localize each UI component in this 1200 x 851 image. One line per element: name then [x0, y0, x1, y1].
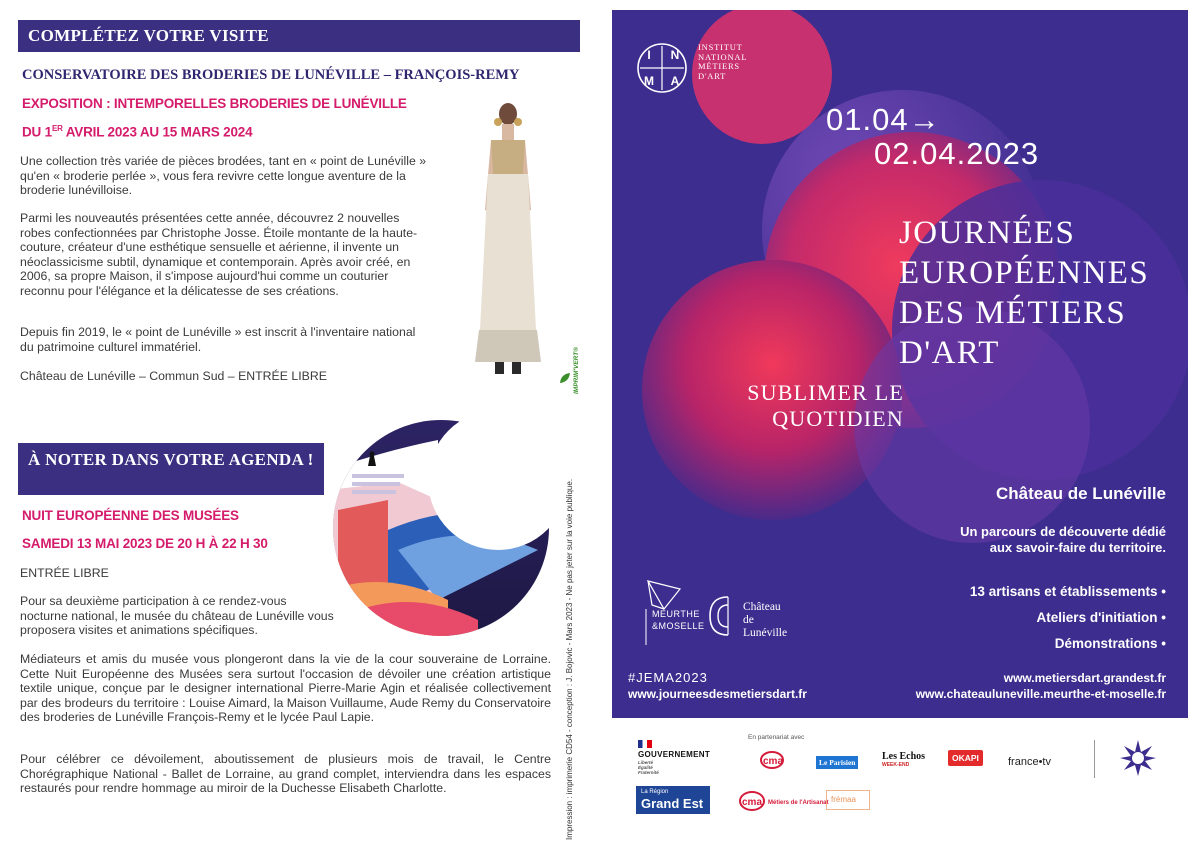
- imprim-vert-label: IMPRIM'VERT®: [573, 346, 580, 394]
- paragraph-event-ballet: Pour célébrer ce dévoilement, aboutissement de plusieurs mois de travail, le Centre Chorégraphique National - Ballet de Lorraine, au grand complet, interviendra dans les espaces restaurés pour rendre hommage au miroir de la Duchesse Elisabeth Charlotte.: [20, 752, 551, 796]
- event-heading: NUIT EUROPÉENNE DES MUSÉES: [22, 508, 239, 523]
- institute-name: INSTITUT NATIONAL MÉTIERS D'ART: [698, 42, 748, 81]
- venue-name: Château de Lunéville: [995, 484, 1166, 503]
- location-line: Château de Lunéville – Commun Sud – ENTRÉE LIBRE: [20, 369, 327, 383]
- website-links: [916, 670, 1166, 702]
- paragraph-unesco: Depuis fin 2019, le « point de Lunéville » est inscrit à l'inventaire national du patrimoine culturel immatériel.: [20, 325, 416, 354]
- france-tv-logo: france•tv: [1008, 756, 1051, 768]
- date-start: 01.04→: [826, 102, 941, 137]
- event-date: SAMEDI 13 MAI 2023 DE 20 H À 22 H 30: [22, 536, 268, 551]
- partner-logos: [612, 720, 1188, 845]
- night-illustration: [328, 410, 554, 636]
- print-credit: Impression : imprimerie CD54 - conception : J. Bojovic - Mars 2023 - Ne pas jeter sur la voie publique.: [565, 478, 574, 840]
- logo-letter: N: [670, 48, 680, 62]
- gouvernement-logo: GOUVERNEMENT Liberté Égalité Fraternité: [638, 740, 718, 780]
- svg-text:cma: cma: [742, 797, 763, 808]
- program-item: Démonstrations •: [1054, 636, 1166, 651]
- exhibition-dates: DU 1ER AVRIL 2023 AU 15 MARS 2024: [22, 124, 253, 140]
- exhibition-heading: EXPOSITION : INTEMPORELLES BRODERIES DE LUNÉVILLE: [22, 96, 407, 111]
- website-link-chateau[interactable]: www.chateauluneville.meurthe-et-moselle.fr: [915, 687, 1166, 701]
- poster-tagline: SUBLIMER LE QUOTIDIEN: [747, 380, 904, 431]
- star-emblem-logo: [1120, 740, 1156, 776]
- program-item: 13 artisans et établissements •: [969, 584, 1166, 599]
- event-entry: ENTRÉE LIBRE: [20, 566, 109, 580]
- paragraph-event-detail: Médiateurs et amis du musée vous plongeront dans la vie de la cour souveraine de Lorraine. Cette Nuit Européenne des Musées sera surtout l'occasion de dévoiler une création artistique textile unique, conçue par le designer international Pierre-Marie Agin et réalisée collectivement par des brodeurs du territoire : Louise Aimard, la Maison Vuillaume, Aude Remy du Conservatoire des broderies de Lunéville François-Remy et le lycée Paul Lapie.: [20, 652, 551, 725]
- cma-metiers-artisanat-logo: [738, 788, 834, 814]
- poster-title: JOURNÉES EUROPÉENNES DES MÉTIERS D'ART: [899, 215, 1150, 371]
- section-title-visit: COMPLÉTEZ VOTRE VISITE: [18, 20, 580, 52]
- french-flag-icon: [638, 740, 652, 748]
- logo-letter: A: [670, 74, 680, 88]
- section-title-agenda: À NOTER DANS VOTRE AGENDA !: [18, 443, 324, 495]
- le-parisien-logo: Le Parisien: [816, 756, 858, 769]
- paragraph-event-intro: Pour sa deuxième participation à ce rendez-vous nocturne national, le musée du château de Lunéville vous proposera visites et animations spécifiques.: [20, 594, 334, 638]
- venue-subtitle: Un parcours de découverte dédié aux savoir-faire du territoire.: [960, 524, 1166, 555]
- cma-logo: [760, 748, 798, 772]
- svg-text:Métiers de l'Artisanat: Métiers de l'Artisanat: [768, 800, 829, 806]
- program-list: [970, 584, 1166, 662]
- partner-separator: [1094, 740, 1095, 778]
- date-end: 02.04.2023: [874, 136, 1040, 171]
- institution-heading: CONSERVATOIRE DES BRODERIES DE LUNÉVILLE – FRANÇOIS-REMY: [22, 67, 520, 83]
- fremaa-logo: frémaa: [826, 790, 870, 810]
- les-echos-logo: Les Echos WEEK-END: [882, 751, 926, 768]
- inma-logo-letters: [636, 42, 688, 94]
- meurthe-moselle-text: MEURTHE &MOSELLE: [652, 609, 705, 631]
- website-link-jema[interactable]: www.journeesdesmetiersdart.fr: [628, 687, 807, 701]
- svg-text:cma: cma: [763, 756, 784, 767]
- region-grand-est-logo: La Région Grand Est: [636, 786, 710, 814]
- partners-label: En partenariat avec: [748, 734, 805, 741]
- website-link-grandest[interactable]: www.metiersdart.grandest.fr: [1003, 671, 1166, 685]
- jema-poster: [612, 10, 1188, 718]
- logo-letter: I: [647, 48, 651, 62]
- hashtag: #JEMA2023: [628, 670, 708, 685]
- logo-letter: M: [644, 74, 654, 88]
- program-item: Ateliers d'initiation •: [1036, 610, 1166, 625]
- chateau-logo: [706, 593, 734, 639]
- dress-model-photo: [455, 100, 561, 378]
- chateau-logo-text: Château de Lunéville: [743, 601, 788, 639]
- paragraph-new-dresses: Parmi les nouveautés présentées cette année, découvrez 2 nouvelles robes confectionnées par Christophe Josse. Étoile montante de la haute-couture, créateur d'une esthétique sensuelle et aérienne, il invente un néoclassicisme subtil, dynamique et contemporain. Après avoir créé, en 2006, sa propre Maison, il s'impose aujourd'hui comme un couturier reconnu pour l'élégance et la délicatesse de ses créations.: [20, 211, 418, 298]
- paragraph-collection: Une collection très variée de pièces brodées, tant en « point de Lunéville » qu'en « broderie perlée », vous fera revivre cette longue aventure de la broderie lunévilloise.: [20, 154, 427, 198]
- okapi-logo: OKAPI: [948, 750, 983, 766]
